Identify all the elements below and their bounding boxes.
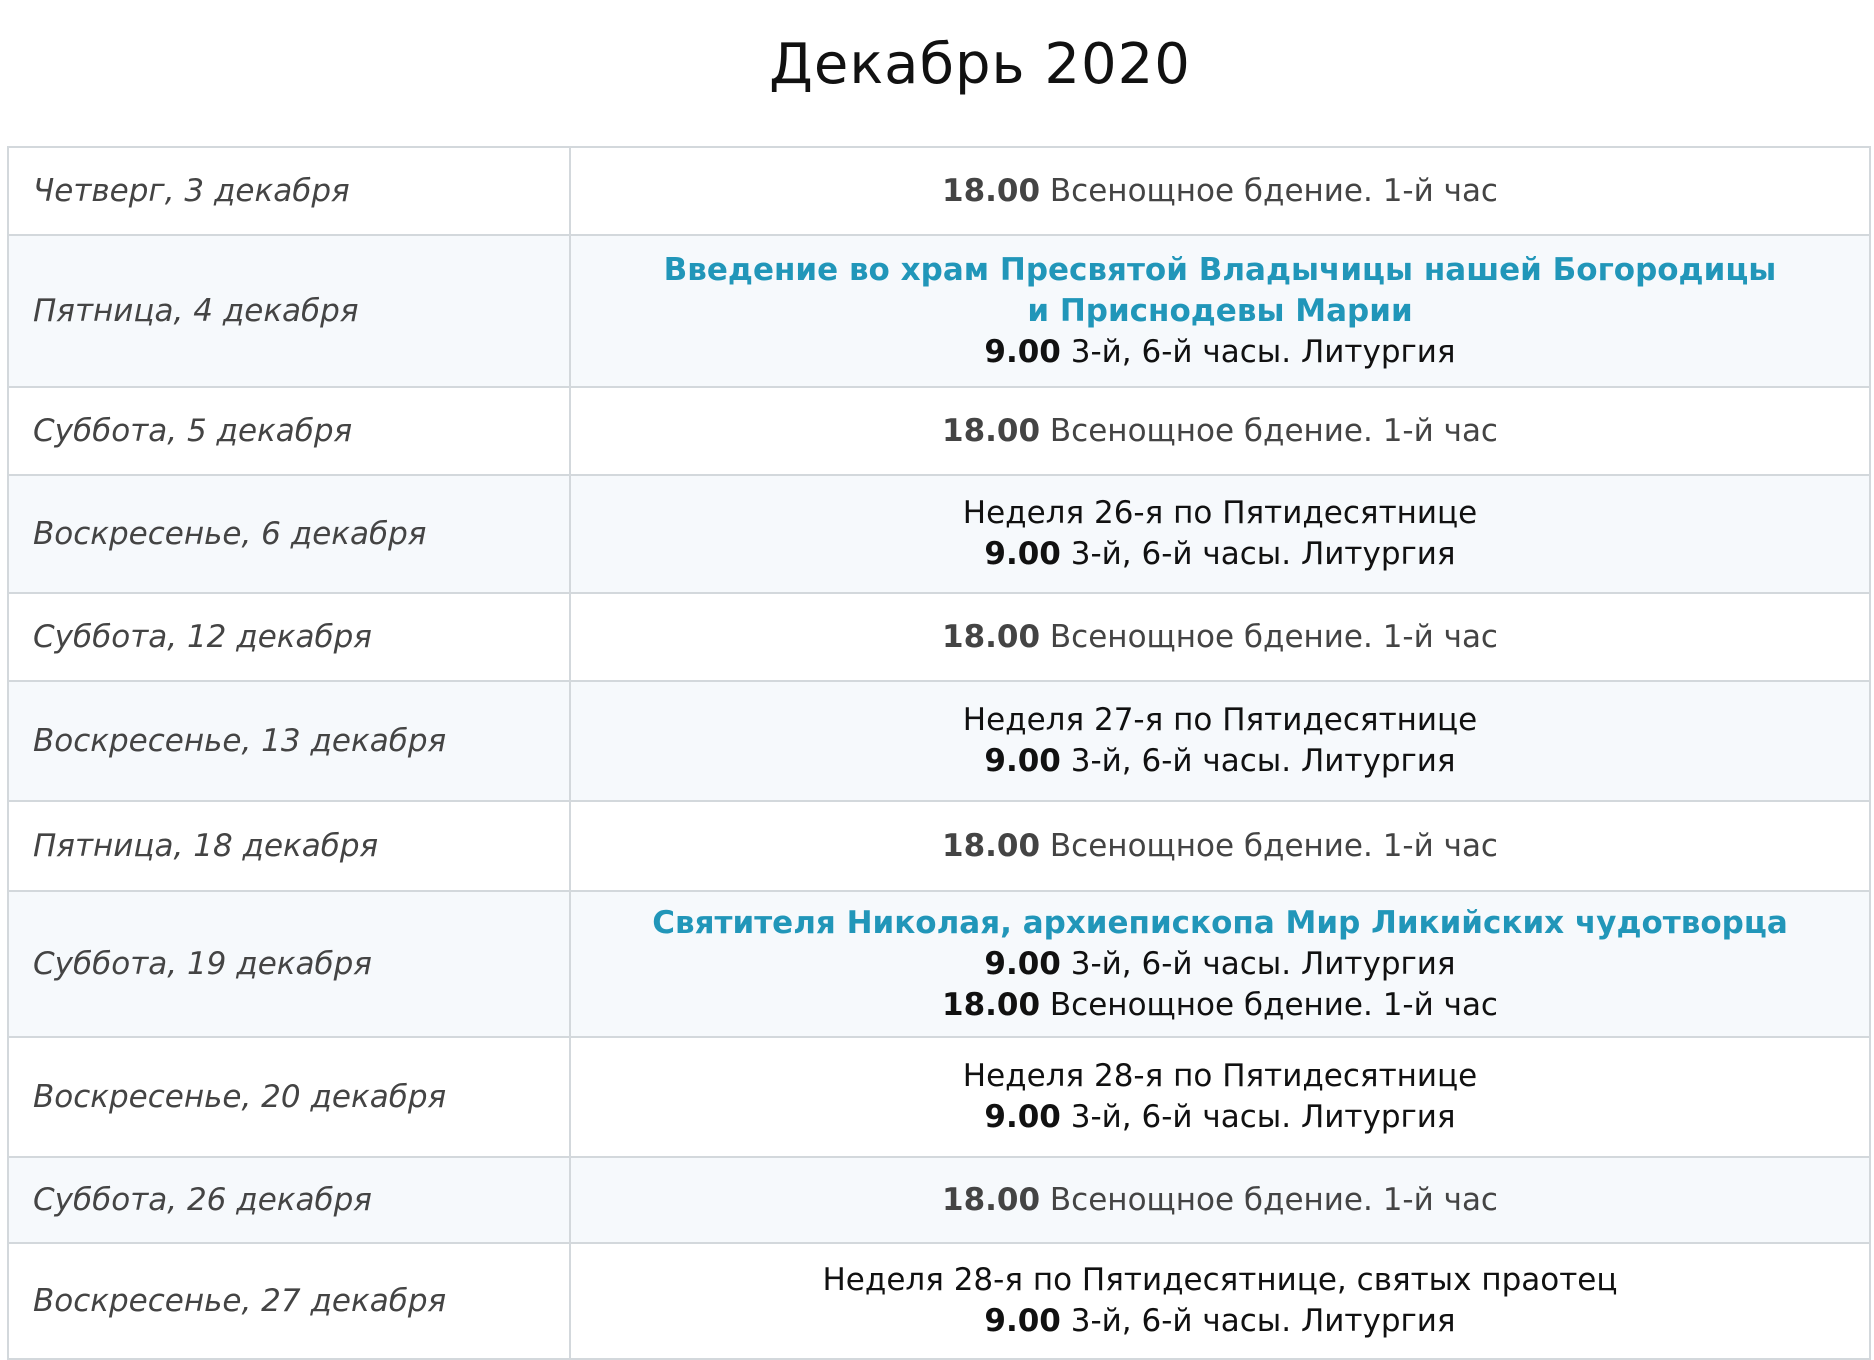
table-row: [8, 235, 1870, 387]
service-text: 3-й, 6-й часы. Литургия: [1060, 1303, 1456, 1339]
table-row: [8, 1157, 1870, 1243]
service-text: 3-й, 6-й часы. Литургия: [1060, 743, 1456, 779]
week-title: Неделя 28-я по Пятидесятнице, святых праотец: [822, 1262, 1618, 1298]
service-time: 18.00: [942, 412, 1041, 449]
service-line: [581, 985, 1859, 1026]
service-line: [581, 741, 1859, 782]
service-line: [581, 1301, 1859, 1342]
service-time: 9.00: [984, 1099, 1061, 1135]
service-time: 18.00: [942, 172, 1041, 209]
schedule-table: [7, 146, 1871, 1360]
feast-title: Святителя Николая, архиепископа Мир Ликийских чудотворца: [652, 904, 1788, 941]
page-title: Декабрь 2020: [769, 32, 1191, 97]
service-time: 18.00: [942, 827, 1041, 864]
table-row: [8, 387, 1870, 475]
service-text: Всенощное бдение. 1-й час: [1040, 412, 1498, 449]
week-title: Неделя 26-я по Пятидесятнице: [962, 495, 1478, 531]
events-cell: [570, 1157, 1870, 1243]
feast-title: и Приснодевы Марии: [1027, 292, 1413, 329]
table-row: [8, 891, 1870, 1037]
service-text: 3-й, 6-й часы. Литургия: [1060, 333, 1456, 370]
day-cell: Воскресенье, 13 декабря: [8, 681, 570, 801]
table-row: [8, 681, 1870, 801]
day-cell: Пятница, 4 декабря: [8, 235, 570, 387]
service-time: 9.00: [984, 743, 1061, 779]
table-row: [8, 1243, 1870, 1359]
service-line: [581, 826, 1859, 867]
service-time: 18.00: [942, 1181, 1041, 1218]
events-cell: [570, 235, 1870, 387]
service-text: Всенощное бдение. 1-й час: [1040, 618, 1498, 655]
week-title: Неделя 27-я по Пятидесятнице: [962, 702, 1478, 738]
table-row: [8, 1037, 1870, 1157]
day-cell: Четверг, 3 декабря: [8, 147, 570, 235]
service-line: [581, 1097, 1859, 1138]
day-cell: Воскресенье, 20 декабря: [8, 1037, 570, 1157]
events-cell: [570, 387, 1870, 475]
week-title: Неделя 28-я по Пятидесятнице: [962, 1058, 1478, 1094]
table-row: [8, 475, 1870, 593]
service-text: Всенощное бдение. 1-й час: [1040, 172, 1498, 209]
service-text: 3-й, 6-й часы. Литургия: [1060, 945, 1456, 982]
events-cell: [570, 681, 1870, 801]
day-cell: Воскресенье, 27 декабря: [8, 1243, 570, 1359]
service-time: 18.00: [942, 986, 1041, 1023]
service-line: [581, 171, 1859, 212]
events-cell: [570, 147, 1870, 235]
day-cell: Пятница, 18 декабря: [8, 801, 570, 891]
day-cell: Суббота, 5 декабря: [8, 387, 570, 475]
service-time: 9.00: [984, 333, 1061, 370]
service-time: 9.00: [984, 945, 1061, 982]
events-cell: [570, 1037, 1870, 1157]
service-line: [581, 534, 1859, 575]
events-cell: [570, 475, 1870, 593]
service-text: 3-й, 6-й часы. Литургия: [1060, 1099, 1456, 1135]
feast-title: Введение во храм Пресвятой Владычицы нашей Богородицы: [663, 251, 1777, 288]
service-text: Всенощное бдение. 1-й час: [1040, 827, 1498, 864]
service-time: 9.00: [984, 1303, 1061, 1339]
table-row: [8, 593, 1870, 681]
service-text: Всенощное бдение. 1-й час: [1040, 986, 1498, 1023]
events-cell: [570, 1243, 1870, 1359]
events-cell: [570, 891, 1870, 1037]
service-line: [581, 332, 1859, 373]
day-cell: Воскресенье, 6 декабря: [8, 475, 570, 593]
events-cell: [570, 801, 1870, 891]
service-line: [581, 1180, 1859, 1221]
service-line: [581, 617, 1859, 658]
service-line: [581, 411, 1859, 452]
service-line: [581, 944, 1859, 985]
day-cell: Суббота, 12 декабря: [8, 593, 570, 681]
table-row: [8, 801, 1870, 891]
table-row: [8, 147, 1870, 235]
service-time: 18.00: [942, 618, 1041, 655]
service-text: Всенощное бдение. 1-й час: [1040, 1181, 1498, 1218]
day-cell: Суббота, 19 декабря: [8, 891, 570, 1037]
service-time: 9.00: [984, 536, 1061, 572]
service-text: 3-й, 6-й часы. Литургия: [1060, 536, 1456, 572]
events-cell: [570, 593, 1870, 681]
day-cell: Суббота, 26 декабря: [8, 1157, 570, 1243]
